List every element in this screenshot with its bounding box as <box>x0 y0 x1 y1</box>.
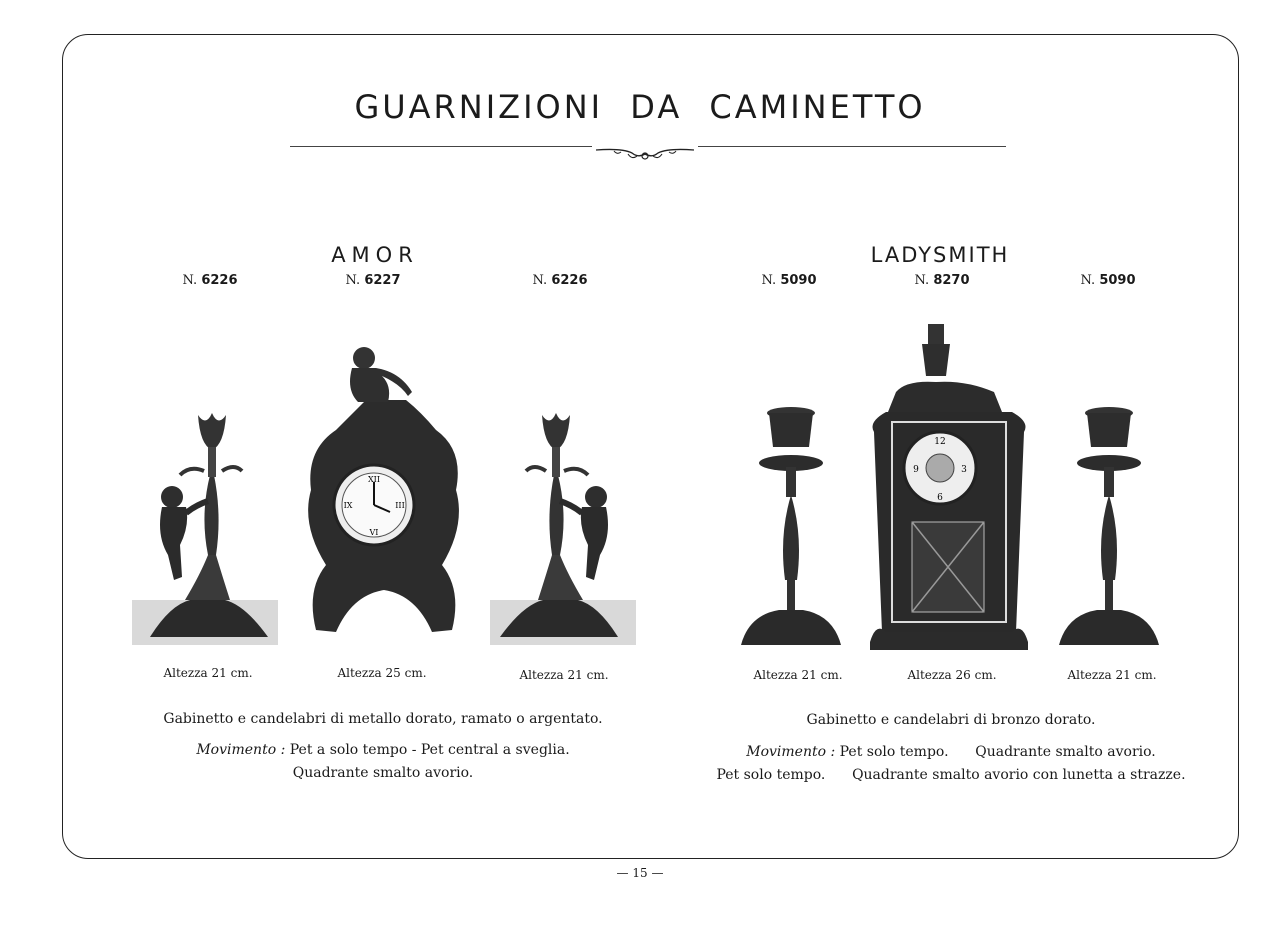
bronze-mantel-clock-icon <box>866 322 1032 654</box>
svg-text:VI: VI <box>369 528 379 537</box>
cherub-candelabra-icon <box>130 405 280 650</box>
item-number: N. 5090 <box>1080 273 1136 288</box>
item-number: N. 6226 <box>532 273 588 288</box>
set-name-amor: AMOR <box>331 243 419 267</box>
item-number: N. 6227 <box>345 273 401 288</box>
item-caption: Altezza 21 cm. <box>163 666 253 680</box>
bronze-candlestick-icon <box>735 405 847 655</box>
svg-text:XII: XII <box>367 475 381 484</box>
svg-text:III: III <box>395 501 405 510</box>
item-number: N. 8270 <box>914 273 970 288</box>
item-caption: Altezza 21 cm. <box>1067 668 1157 682</box>
rococo-mantel-clock-icon <box>296 340 472 642</box>
set-description: Gabinetto e candelabri di metallo dorato, ramato o argentato. <box>163 711 603 727</box>
cherub-candelabra-icon <box>488 405 638 650</box>
svg-text:9: 9 <box>913 465 919 475</box>
item-caption: Altezza 21 cm. <box>753 668 843 682</box>
svg-text:IX: IX <box>343 501 353 510</box>
item-caption: Altezza 21 cm. <box>519 668 609 682</box>
dial-line: Pet solo tempo. Quadrante smalto avorio con lunetta a strazze. <box>716 767 1186 783</box>
item-number: N. 6226 <box>182 273 238 288</box>
item-caption: Altezza 25 cm. <box>337 666 427 680</box>
page-number: — 15 — <box>616 866 664 880</box>
set-name-ladysmith: LADYSMITH <box>870 243 1010 267</box>
ornament-flourish-icon <box>592 144 698 164</box>
movement-line: Movimento : Pet solo tempo. Quadrante smalto avorio. <box>746 744 1156 760</box>
svg-text:3: 3 <box>961 465 967 475</box>
bronze-candlestick-icon <box>1053 405 1165 655</box>
item-caption: Altezza 26 cm. <box>907 668 997 682</box>
dial-line: Quadrante smalto avorio. <box>292 765 474 781</box>
item-number: N. 5090 <box>761 273 817 288</box>
svg-text:12: 12 <box>934 437 946 447</box>
set-description: Gabinetto e candelabri di bronzo dorato. <box>806 712 1096 728</box>
movement-line: Movimento : Pet a solo tempo - Pet central a sveglia. <box>196 742 570 758</box>
svg-text:6: 6 <box>937 493 943 503</box>
page-title: GUARNIZIONI DA CAMINETTO <box>354 88 926 126</box>
